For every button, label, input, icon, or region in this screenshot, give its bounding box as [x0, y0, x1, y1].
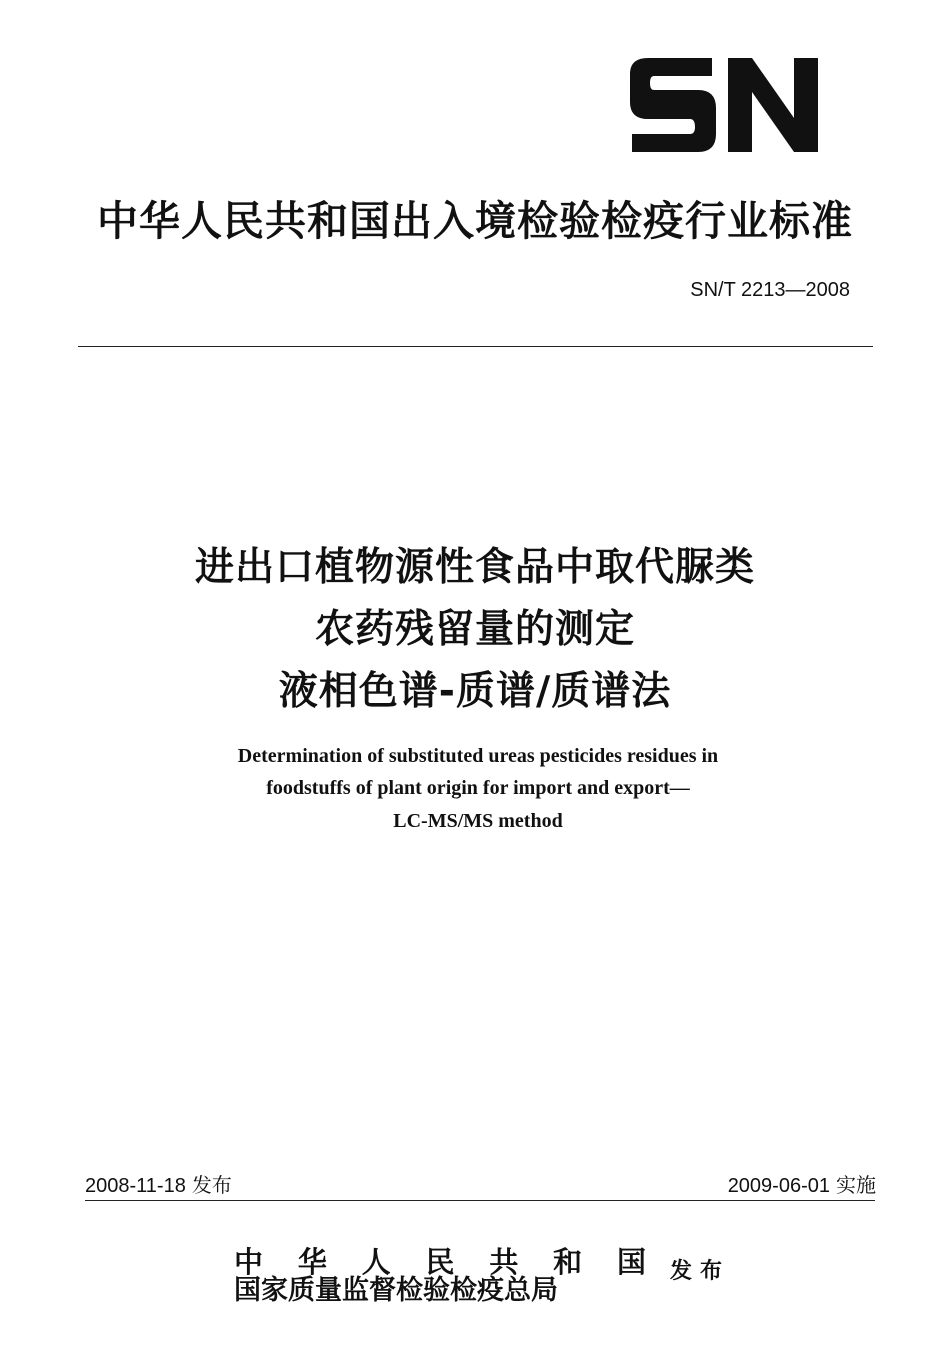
top-divider	[78, 346, 873, 347]
standard-number: SN/T 2213—2008	[690, 279, 850, 301]
en-title-line-2: foodstuffs of plant origin for import and export—	[266, 777, 690, 799]
publisher-char: 华	[297, 1245, 327, 1279]
publisher-char: 中	[234, 1245, 264, 1279]
en-title-line-3: LC-MS/MS method	[393, 810, 563, 832]
industry-standard-title: 中华人民共和国出入境检验检疫行业标准	[97, 197, 853, 245]
issue-date-block	[85, 1169, 232, 1198]
bottom-divider	[85, 1200, 875, 1201]
sn-logo-graphic	[628, 56, 820, 154]
en-title-line-1: Determination of substituted ureas pesticides residues in	[237, 745, 719, 767]
effective-label: 实施	[836, 1173, 876, 1197]
cn-title-line-3: 液相色谱-质谱/质谱法	[278, 669, 672, 714]
publisher-char: 国	[616, 1245, 646, 1279]
publisher-char: 和	[553, 1245, 583, 1279]
effective-date-block	[728, 1169, 876, 1198]
cn-title-line-2: 农药残留量的测定	[314, 607, 635, 652]
publisher-char: 共	[489, 1245, 519, 1279]
publish-label: 发布	[670, 1259, 731, 1284]
effective-date: 2009-06-01	[727, 1175, 830, 1197]
publisher-char: 人	[361, 1245, 391, 1279]
publisher-char: 民	[425, 1245, 455, 1279]
issue-label: 发布	[191, 1173, 232, 1197]
issue-date: 2008-11-18	[85, 1175, 186, 1197]
cn-title-line-1: 进出口植物源性食品中取代脲类	[194, 545, 755, 590]
sn-logo	[628, 56, 820, 154]
publisher-line-2: 国家质量监督检验检疫总局	[234, 1275, 558, 1306]
